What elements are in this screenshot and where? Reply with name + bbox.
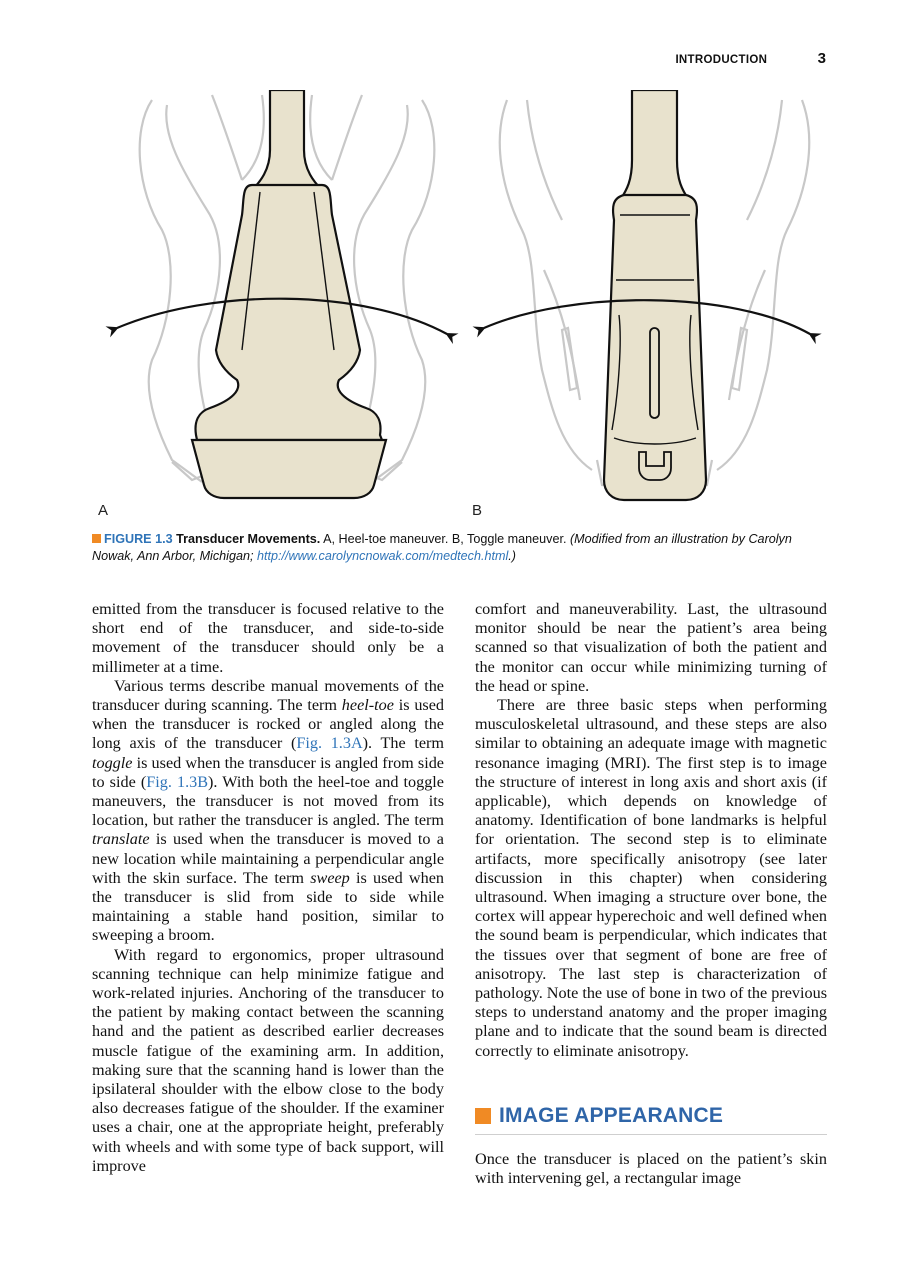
panel-b-illustration: [484, 90, 810, 500]
paragraph-text: Various terms describe manual movements of the transducer during scanning. The term: [92, 676, 444, 715]
paragraph-text: is used when the transducer is rocked or angled along the long axis of the transducer (: [92, 696, 444, 753]
caption-text: A, Heel-toe maneuver. B, Toggle maneuver.: [320, 532, 570, 546]
left-column: [92, 600, 444, 1176]
caption-credit: (Modified from an illustration by Carolyn Nowak, Ann Arbor, Michigan;: [92, 532, 792, 563]
section-heading-text: IMAGE APPEARANCE: [499, 1104, 724, 1127]
term-toggle: toggle: [92, 753, 133, 772]
panel-a-label: A: [98, 502, 109, 519]
paragraph: There are three basic steps when performing musculoskeletal ultrasound, and these steps are also similar to obtaining an adequate image with magnetic resonance imaging (MRI). The first step is to image the structure of interest in long axis and short axis (if applicable), which depends on knowledge of anatomy. Identification of bone landmarks is helpful for orientation. The second step is to eliminate artifacts, more specifically anisotropy (see later discussion in this chapter) when considering ultrasound. When imaging a structure over bone, the cortex will appear hyperechoic and well defined when the sound beam is perpendicular, which indicates that the tissues over that segment of bone are free of anisotropy. The last step is characterization of pathology. Note the use of bone in two of the previous steps to understand anatomy and the proper imaging plane and to indicate that the sound beam is directed correctly to eliminate anisotropy.: [475, 696, 827, 1060]
paragraph-text: is used when the transducer is moved to a new location while maintaining a perpendicular angle with the skin surface. The term: [92, 830, 444, 887]
running-head-title: INTRODUCTION: [675, 54, 768, 66]
figure-1-3: [92, 90, 832, 520]
paragraph-text: ). With both the heel-toe and toggle maneuvers, the transducer is not moved from its location, but rather the transducer is angled. The term: [92, 772, 444, 830]
figure-illustration: [92, 90, 832, 520]
figure-number: FIGURE 1.3: [104, 532, 173, 546]
panel-a-illustration: [117, 90, 447, 498]
term-sweep: sweep: [310, 868, 350, 887]
section-marker: [475, 1108, 491, 1124]
term-translate: translate: [92, 830, 150, 849]
running-head: [675, 50, 826, 68]
section-heading: [475, 1104, 827, 1135]
paragraph-text: is used when the transducer is slid from side to side while maintaining a stable hand position, similar to sweeping a broom.: [92, 868, 444, 945]
figure-ref-link[interactable]: Fig. 1.3A: [296, 734, 363, 753]
figure-title: Transducer Movements.: [176, 532, 321, 546]
paragraph: Once the transducer is placed on the patient’s skin with intervening gel, a rectangular image: [475, 1150, 827, 1188]
paragraph-text: is used when the transducer is angled from side to side (: [92, 753, 444, 791]
figure-caption: [92, 531, 832, 565]
caption-marker: [92, 534, 101, 543]
panel-b-label: B: [472, 502, 483, 519]
term-heel-toe: heel-toe: [341, 696, 394, 715]
right-column-continued: [475, 1150, 827, 1188]
paragraph: comfort and maneuverability. Last, the ultrasound monitor should be near the patient’s area being scanned so that visualization of both the patient and the monitor can occur while minimizing turning of the head or spine.: [475, 600, 827, 695]
caption-credit-end: .): [508, 549, 516, 563]
paragraph: emitted from the transducer is focused relative to the short end of the transducer, and side-to-side movement of the transducer should only be a millimeter at a time.: [92, 600, 444, 676]
paragraph-text: ). The term: [362, 734, 444, 753]
paragraph: With regard to ergonomics, proper ultrasound scanning technique can help minimize fatigue and work-related injuries. Anchoring of the transducer to the patient by making contact between the scanning hand and the patient as described earlier decreases muscle fatigue of the examining arm. In addition, making sure that the scanning hand is lower than the ipsilateral shoulder with the elbow close to the body also decreases fatigue of the shoulder. If the examiner uses a chair, one at the appropriate height, preferably with wheels and with some type of back support, will improve: [92, 945, 444, 1175]
paragraph: [92, 677, 444, 946]
figure-ref-link[interactable]: Fig. 1.3B: [146, 772, 209, 791]
right-column: [475, 600, 827, 1061]
page-number: 3: [817, 50, 826, 67]
caption-url-link[interactable]: http://www.carolyncnowak.com/medtech.html: [256, 549, 509, 563]
